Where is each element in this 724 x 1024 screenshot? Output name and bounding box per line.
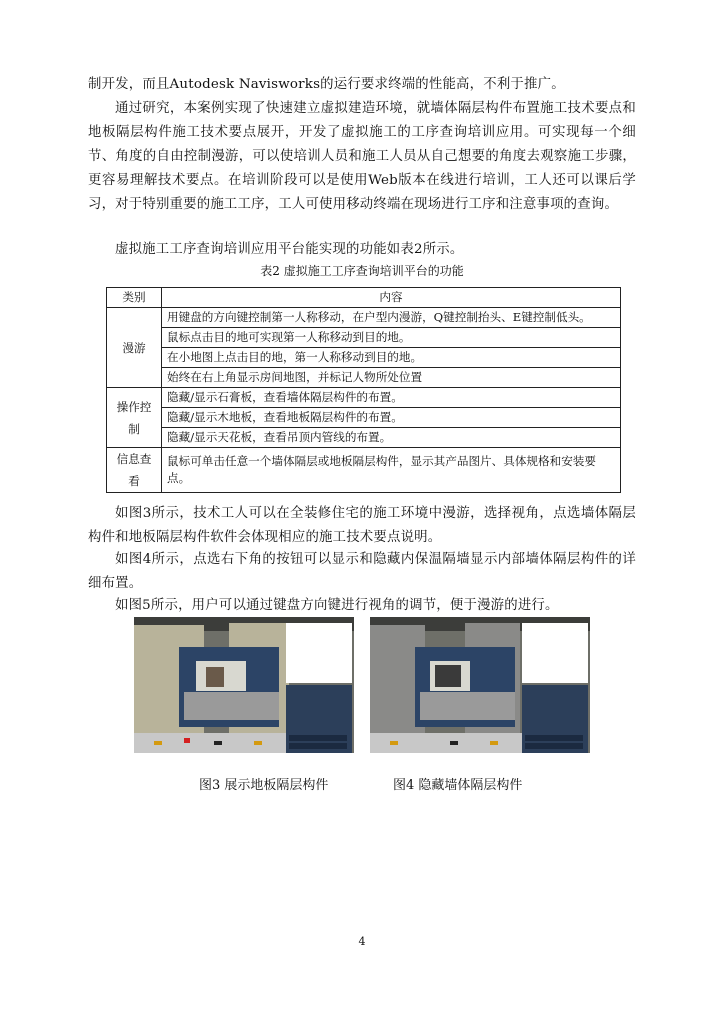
page-number: 4	[358, 935, 366, 948]
category-cell: 信息查看	[107, 448, 162, 493]
table-row	[107, 388, 621, 408]
table-row	[107, 348, 621, 368]
table-cell: 隐藏/显示石膏板，查看墙体隔层构件的布置。	[162, 388, 621, 408]
table-cell: 始终在右上角显示房间地图，并标记人物所处位置	[162, 368, 621, 388]
function-table	[106, 287, 621, 493]
header-category: 类别	[107, 288, 162, 308]
table-header-row	[107, 288, 621, 308]
paragraph-1: 通过研究，本案例实现了快速建立虚拟建造环境，就墙体隔层构件布置施工技术要点和地板隔层构件施工技术要点展开，开发了虚拟施工的工序查询培训应用。可实现每一个细节、角度的自由控制漫游，可以使培训人员和施工人员从自己想要的角度去观察施工步骤，更容易理解技术要点。在培训阶段可以是使用Web版本在线进行培训，工人还可以课后学习，对于特别重要的施工工序，工人可使用移动终端在现场进行工序和注意事项的查询。	[88, 101, 636, 212]
category-cell: 漫游	[107, 308, 162, 388]
table-row	[107, 368, 621, 388]
table-caption: 表2 虚拟施工工序查询培训平台的功能	[260, 264, 464, 278]
table-row	[107, 428, 621, 448]
paragraph-0: 制开发，而且Autodesk Navisworks的运行要求终端的性能高，不利于推广。	[88, 77, 565, 92]
figure-3-caption: 图3 展示地板隔层构件	[199, 778, 329, 793]
table-row	[107, 448, 621, 493]
paragraph-3: 如图3所示，技术工人可以在全装修住宅的施工环境中漫游，选择视角，点选墙体隔层构件和地板隔层构件软件会体现相应的施工技术要点说明。	[88, 506, 636, 545]
table-cell: 鼠标点击目的地可实现第一人称移动到目的地。	[162, 328, 621, 348]
table-row	[107, 328, 621, 348]
category-cell: 操作控制	[107, 388, 162, 448]
table-row	[107, 308, 621, 328]
table-cell: 用键盘的方向键控制第一人称移动，在户型内漫游，Q键控制抬头、E键控制低头。	[162, 308, 621, 328]
table-cell: 隐藏/显示木地板，查看地板隔层构件的布置。	[162, 408, 621, 428]
table-cell: 在小地图上点击目的地，第一人称移动到目的地。	[162, 348, 621, 368]
table-row	[107, 408, 621, 428]
figure-3-screenshot	[134, 617, 354, 753]
paragraph-4: 如图4所示，点选右下角的按钮可以显示和隐藏内保温隔墙显示内部墙体隔层构件的详细布置。	[88, 552, 636, 591]
paragraph-2: 虚拟施工工序查询培训应用平台能实现的功能如表2所示。	[115, 242, 464, 257]
figure-4-caption: 图4 隐藏墙体隔层构件	[393, 778, 523, 793]
table-cell: 鼠标可单击任意一个墙体隔层或地板隔层构件，显示其产品图片、具体规格和安装要点。	[162, 448, 621, 493]
figure-4-screenshot	[370, 617, 590, 753]
table-cell: 隐藏/显示天花板，查看吊顶内管线的布置。	[162, 428, 621, 448]
header-content: 内容	[162, 288, 621, 308]
paragraph-5: 如图5所示，用户可以通过键盘方向键进行视角的调节，便于漫游的进行。	[115, 598, 559, 613]
